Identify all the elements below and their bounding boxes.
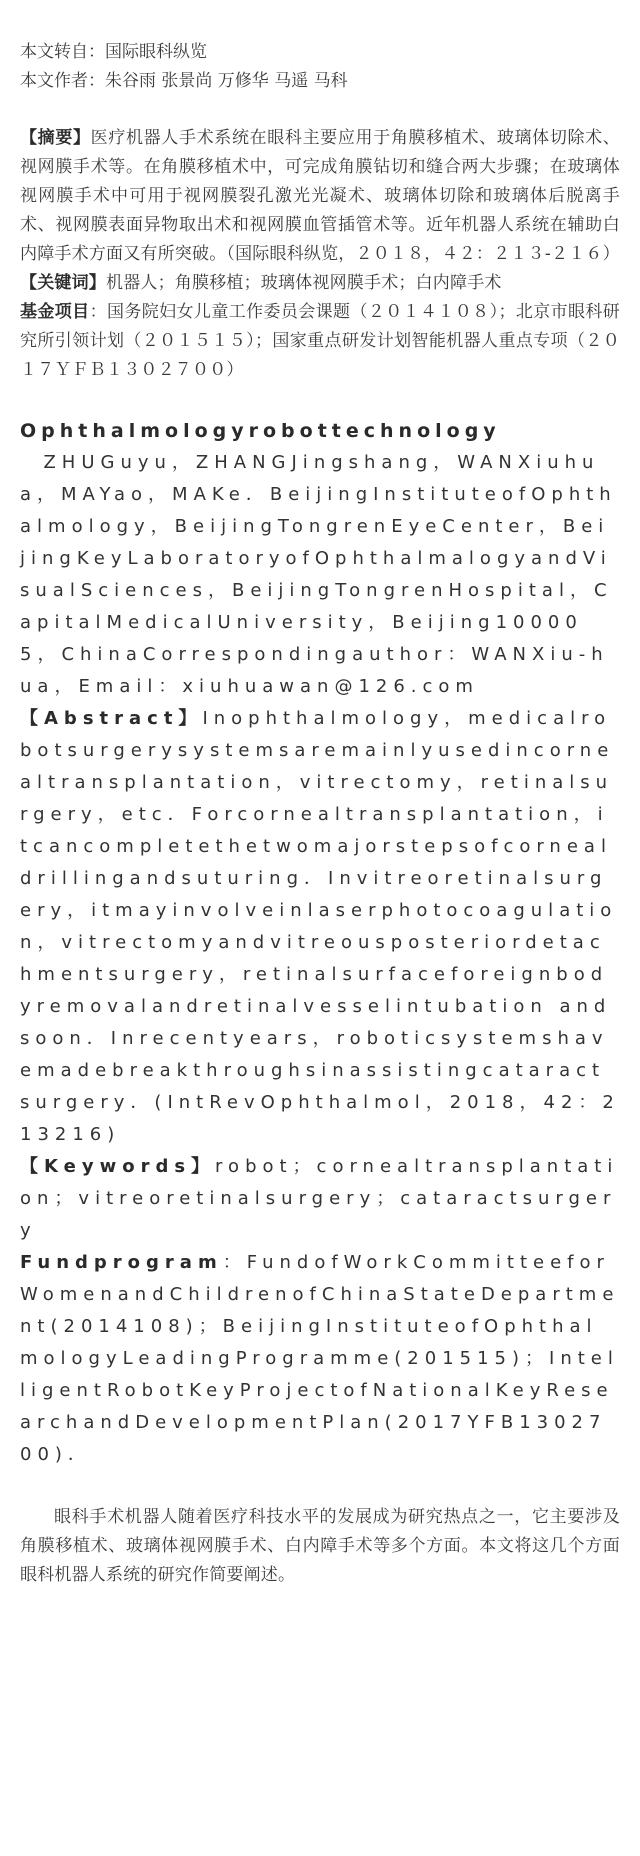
cn-fund-label: 基金项目 bbox=[20, 302, 90, 322]
english-abstract-section bbox=[20, 415, 620, 1471]
en-authors bbox=[20, 447, 620, 703]
en-abstract-label: 【Abstract】 bbox=[20, 708, 203, 729]
en-abstract bbox=[20, 703, 620, 1151]
cn-keywords bbox=[20, 269, 620, 298]
cn-abstract-label: 【摘要】 bbox=[20, 128, 91, 148]
en-fund-label: Fundprogram bbox=[20, 1252, 223, 1273]
cn-abstract-text: 医疗机器人手术系统在眼科主要应用于角膜移植术、玻璃体切除术、视网膜手术等。在角膜移植术中，可完成角膜钻切和缝合两大步骤；在玻璃体视网膜手术中可用于视网膜裂孔激光光凝术、玻璃体切除和玻璃体后脱离手术、视网膜表面异物取出术和视网膜血管插管术等。近年机器人系统在辅助白内障手术方面又有所突破。（国际眼科纵览，２０１８，４２：２１３-２１６） bbox=[20, 128, 621, 264]
en-keywords-label: 【Keywords】 bbox=[20, 1156, 216, 1177]
source-value: 国际眼科纵览 bbox=[105, 42, 207, 62]
intro-paragraph: 眼科手术机器人随着医疗科技水平的发展成为研究热点之一，它主要涉及角膜移植术、玻璃体视网膜手术、白内障手术等多个方面。本文将这几个方面眼科机器人系统的研究作简要阐述。 bbox=[20, 1507, 620, 1585]
en-authors-text: ZHUGuyu，ZHANGJingshang，WANXiuhua，MAYao，MAKe．BeijingInstituteofOphthalmology，BeijingTongrenEyeCenter，BeijingKeyLaboratoryofOphthalmalogyandVisualSciences，BeijingTongrenHospital，CapitalMedicalUniversity，Beijing100005，ChinaCorrespondingauthor：WANXiu-hua，Email：xiuhuawan@126.com bbox=[20, 452, 617, 697]
en-fund-text: ：FundofWorkCommitteeforWomenandChildrenofChinaStateDepartment(2014108)；BeijingInstituteofOphthalmologyLeadingProgramme(201515)；IntelligentRobotKeyProjectofNationalKeyResearchandDevelopmentPlan(2017YFB1302700)． bbox=[20, 1252, 620, 1465]
chinese-abstract-section bbox=[20, 124, 620, 385]
en-keywords bbox=[20, 1151, 620, 1247]
cn-keywords-text: 机器人；角膜移植；玻璃体视网膜手术；白内障手术 bbox=[106, 273, 502, 293]
cn-fund bbox=[20, 298, 620, 385]
cn-keywords-label: 【关键词】 bbox=[20, 273, 106, 293]
source-line bbox=[20, 38, 620, 67]
authors-value: 朱谷雨 张景尚 万修华 马遥 马科 bbox=[105, 71, 348, 91]
authors-label: 本文作者： bbox=[20, 71, 105, 91]
en-fund bbox=[20, 1247, 620, 1471]
authors-line bbox=[20, 67, 620, 96]
source-label: 本文转自： bbox=[20, 42, 105, 62]
en-abstract-text: Inophthalmology，medicalrobotsurgerysystemsaremainlyusedincornealtransplantation，vitrectomy，retinalsurgery，etc．Forcornealtransplantation，itcancompletethetwomajorstepsofcornealdrillingandsuturing．Invitreoretinalsurgery，itmayinvolveinlaserphotocoagulation，vitrectomyandvitreousposteriordetachmentsurgery，retinalsurfaceforeignbodyremovalandretinalvesselintubation andsoon．Inrecentyears，roboticsystemshavemadebreakthroughsinassistingcataractsurgery．(IntRevOphthalmol，2018，42：213216) bbox=[20, 708, 620, 1145]
en-title: Ophthalmologyrobottechnology bbox=[20, 420, 501, 442]
cn-fund-text: ：国务院妇女儿童工作委员会课题（２０１４１０８）；北京市眼科研究所引领计划（２０１５１５）；国家重点研发计划智能机器人重点专项（２０１７ＹＦＢ１３０２７００） bbox=[20, 302, 620, 380]
en-keywords-text: robot；cornealtransplantation；vitreoretinalsurgery；cataractsurgery bbox=[20, 1156, 619, 1241]
article-meta bbox=[20, 38, 620, 96]
cn-abstract bbox=[20, 124, 620, 269]
